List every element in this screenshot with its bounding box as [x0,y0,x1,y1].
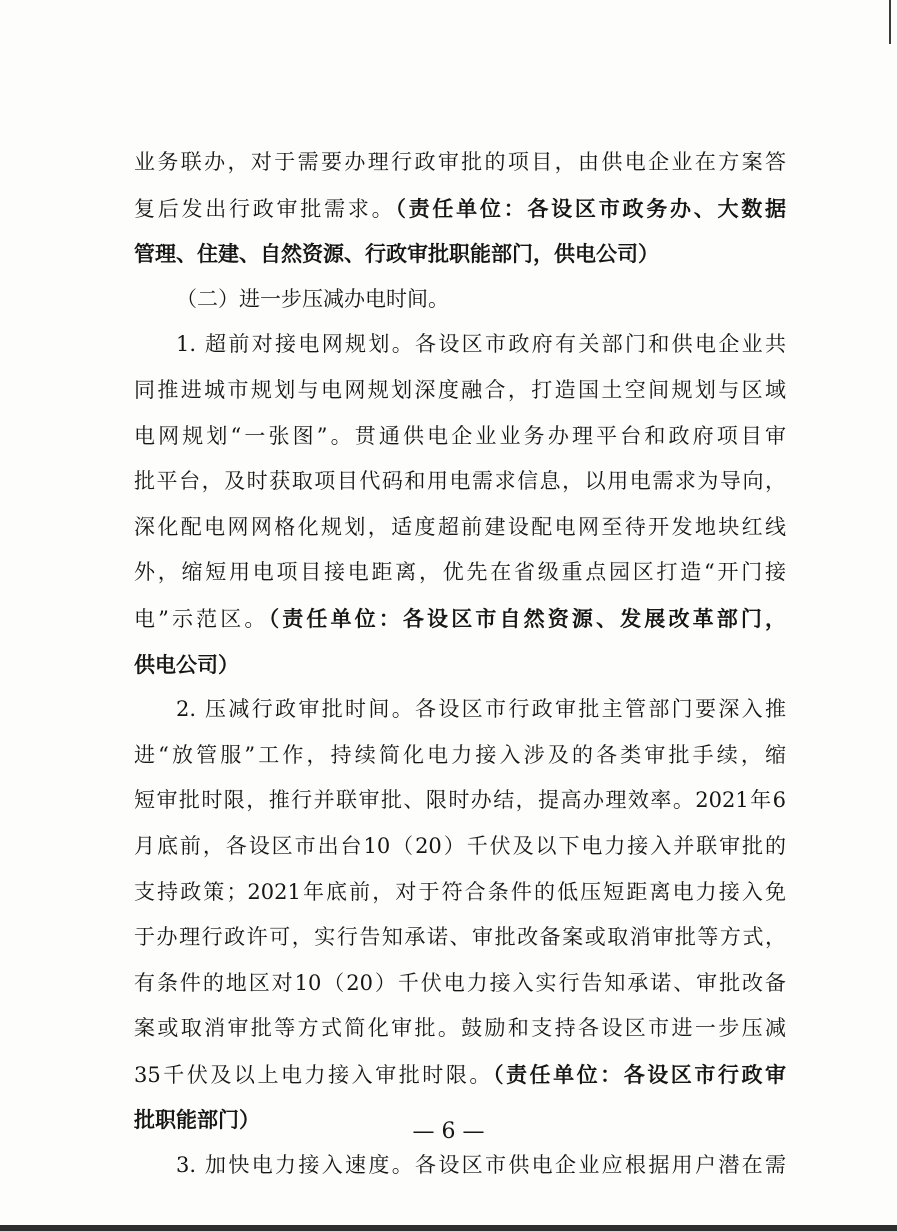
text-line [134,277,786,323]
text-segment: 业务联办，对于需要办理行政审批的项目，由供电企业在方案答 [134,150,786,174]
responsibility-note: 批职能部门） [134,1107,260,1133]
text-line-content [134,186,786,232]
text-line-content [176,687,786,733]
text-line-content [134,596,786,642]
text-segment: 有条件的地区对10（20）千伏电力接入实行告知承诺、审批改备 [134,970,786,995]
text-line-content [134,824,786,870]
text-line [134,915,786,961]
text-line [134,1006,786,1052]
scan-edge-mark [889,0,891,44]
responsibility-note: （责任单位：各设区市行政审 [492,1061,786,1087]
text-line [134,505,786,551]
text-line [134,596,786,642]
text-line-content [134,414,786,460]
responsibility-note: 供电公司） [134,651,239,677]
text-segment: 进“放管服”工作，持续简化电力接入涉及的各类审批手续，缩 [134,742,786,767]
text-segment: 1. 超前对接电网规划。各设区市政府有关部门和供电企业共 [176,332,786,357]
text-line-content [134,733,786,779]
text-line [134,824,786,870]
text-segment: 案或取消审批等方式简化审批。鼓励和支持各设区市进一步压减 [134,1016,786,1041]
text-segment: 深化配电网网格化规划，适度超前建设配电网至待开发地块红线 [134,514,786,539]
text-segment: 35千伏及以上电力接入审批时限。 [134,1062,493,1087]
text-line [134,1052,786,1098]
text-line [134,186,786,232]
text-segment: （二）进一步压减办电时间。 [176,286,449,311]
text-line-content [134,140,786,186]
text-line-content [134,870,786,916]
text-line [134,733,786,779]
text-line [134,961,786,1007]
responsibility-note: 管理、住建、自然资源、行政审批职能部门，供电公司） [134,241,659,267]
text-segment: 于办理行政许可，实行告知承诺、审批改备案或取消审批等方式， [134,925,786,950]
text-line [134,778,786,824]
text-segment: 复后发出行政审批需求。 [134,196,396,221]
text-line [134,140,786,186]
text-segment: 外，缩短用电项目接电距离，优先在省级重点园区打造“开门接 [134,560,786,585]
text-segment: 2. 压减行政审批时间。各设区市行政审批主管部门要深入推 [176,697,786,722]
text-line-content [176,322,786,368]
text-segment: 电网规划“一张图”。贯通供电企业业务办理平台和政府项目审 [134,423,786,448]
text-segment: 同推进城市规划与电网规划深度融合，打造国土空间规划与区域 [134,377,786,402]
text-line [134,459,786,505]
text-line [134,414,786,460]
text-line [134,322,786,368]
text-segment: 电”示范区。 [134,606,269,631]
text-line-content [134,368,786,414]
text-line-content [176,1143,786,1189]
text-segment: 支持政策；2021年底前，对于符合条件的低压短距离电力接入免 [134,879,786,904]
text-line [134,642,786,688]
page-number: — 6 — [412,1119,485,1144]
text-line-content [134,1006,786,1052]
text-segment: 短审批时限，推行并联审批、限时办结，提高办理效率。2021年6 [134,788,786,813]
text-line [134,1143,786,1189]
responsibility-note: （责任单位：各设区市政务办、大数据 [395,195,786,221]
text-line-content [134,505,786,551]
text-line-content [176,277,449,323]
text-segment: 批平台，及时获取项目代码和用电需求信息，以用电需求为导向， [134,469,786,494]
text-line-content [134,550,786,596]
text-segment: 月底前，各设区市出台10（20）千伏及以下电力接入并联审批的 [134,833,786,858]
text-line [134,870,786,916]
responsibility-note: （责任单位：各设区市自然资源、发展改革部门， [268,605,786,631]
text-line-content [134,915,786,961]
text-line-content [134,961,786,1007]
text-line-content [134,778,786,824]
text-line-content [134,459,786,505]
text-line [134,687,786,733]
text-segment: 3. 加快电力接入速度。各设区市供电企业应根据用户潜在需 [176,1153,786,1178]
body-text [134,140,786,1189]
text-line [134,550,786,596]
text-line [134,231,786,277]
text-line [134,368,786,414]
text-line-content [134,231,659,277]
scan-bottom-edge [0,1225,897,1231]
text-line-content [134,1052,786,1098]
text-line-content [134,642,239,688]
